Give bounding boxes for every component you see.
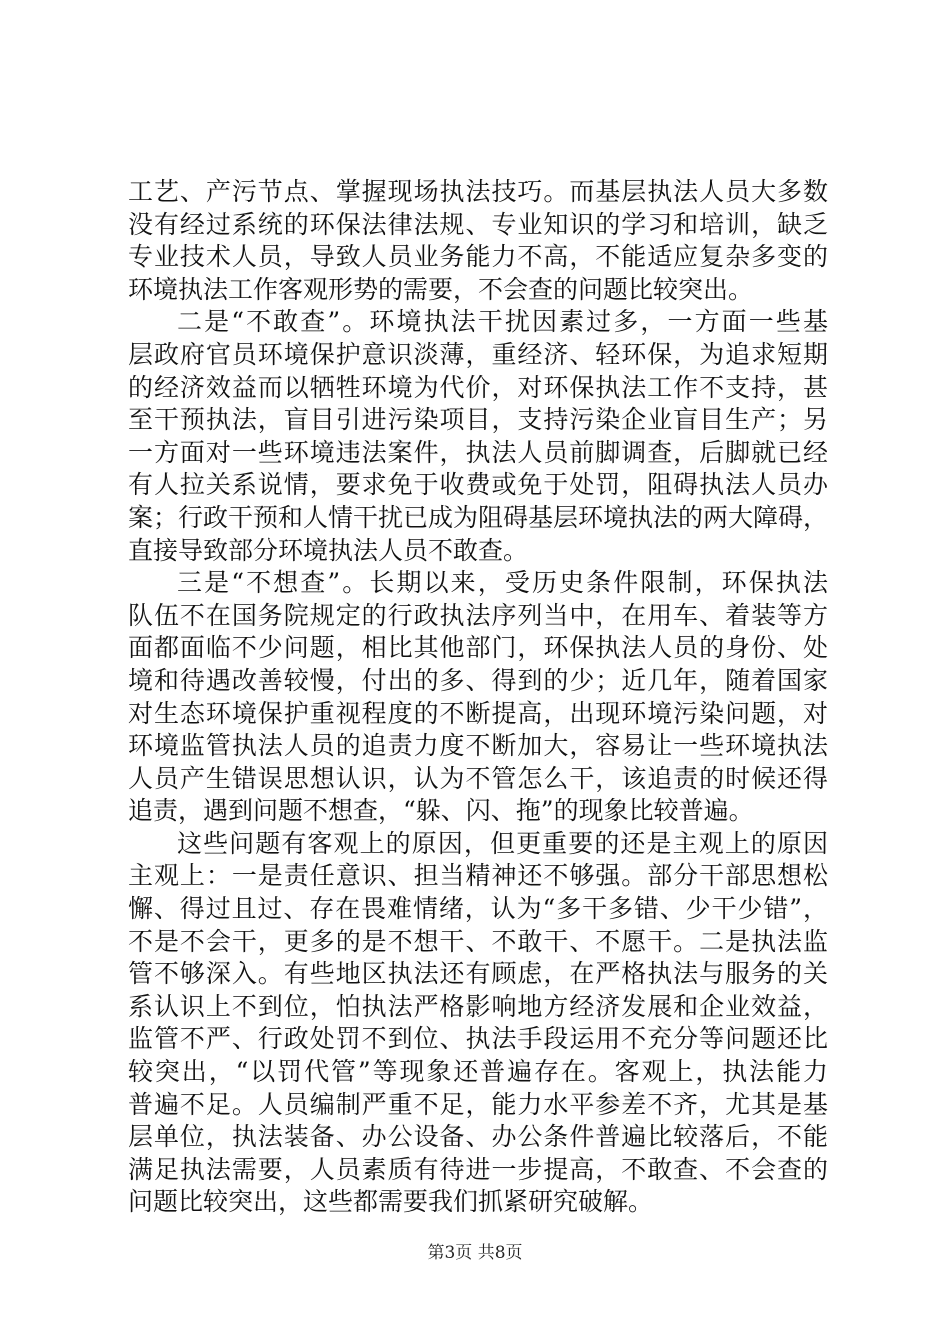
text-line: 对生态环境保护重视程度的不断提高，出现环境污染问题，对: [128, 698, 828, 728]
text-line: 环境监管执法人员的追责力度不断加大，容易让一些环境执法: [128, 731, 828, 761]
text-line: 追责，遇到问题不想查，“躲、闪、拖”的现象比较普遍。: [128, 796, 754, 826]
text-line: 层单位，执法装备、办公设备、办公条件普遍比较落后，不能: [128, 1122, 828, 1152]
text-line: 队伍不在国务院规定的行政执法序列当中，在用车、着装等方: [128, 600, 828, 630]
paragraph: [128, 176, 828, 306]
text-line: 人员产生错误思想认识，认为不管怎么干，该追责的时候还得: [128, 763, 828, 793]
text-line: 系认识上不到位，怕执法严格影响地方经济发展和企业效益，: [128, 991, 828, 1021]
text-line: 普遍不足。人员编制严重不足，能力水平参差不齐，尤其是基: [128, 1089, 828, 1119]
text-line: 不是不会干，更多的是不想干、不敢干、不愿干。二是执法监: [128, 926, 828, 956]
text-line: 至干预执法，盲目引进污染项目，支持污染企业盲目生产；另: [128, 405, 828, 435]
text-line: 有人拉关系说情，要求免于收费或免于处罚，阻碍执法人员办: [128, 470, 828, 500]
page-footer: [0, 1238, 950, 1263]
text-line: 较突出，“以罚代管”等现象还普遍存在。客观上，执法能力: [128, 1057, 828, 1087]
paragraph: [128, 828, 828, 1219]
text-line: 监管不严、行政处罚不到位、执法手段运用不充分等问题还比: [128, 1024, 828, 1054]
text-line: 层政府官员环境保护意识淡薄，重经济、轻环保，为追求短期: [128, 339, 828, 369]
text-line: 环境执法工作客观形势的需要，不会查的问题比较突出。: [128, 274, 754, 304]
text-line: 的经济效益而以牺牲环境为代价，对环保执法工作不支持，甚: [128, 372, 828, 402]
paragraph: [128, 567, 828, 828]
text-line: 管不够深入。有些地区执法还有顾虑，在严格执法与服务的关: [128, 959, 828, 989]
text-line: 面都面临不少问题，相比其他部门，环保执法人员的身份、处: [128, 633, 828, 663]
text-line: 二是“不敢查”。环境执法干扰因素过多，一方面一些基: [177, 307, 828, 337]
text-line: 境和待遇改善较慢，付出的多、得到的少；近几年，随着国家: [128, 665, 828, 695]
text-line: 工艺、产污节点、掌握现场执法技巧。而基层执法人员大多数: [128, 177, 828, 206]
text-line: 没有经过系统的环保法律法规、专业知识的学习和培训，缺乏: [128, 209, 828, 239]
text-line: 一方面对一些环境违法案件，执法人员前脚调查，后脚就已经: [128, 437, 828, 467]
text-line: 案；行政干预和人情干扰已成为阻碍基层环境执法的两大障碍，: [128, 502, 829, 532]
text-line: 这些问题有客观上的原因，但更重要的还是主观上的原因: [177, 828, 828, 858]
text-line: 问题比较突出，这些都需要我们抓紧研究破解。: [128, 1187, 654, 1217]
text-line: 直接导致部分环境执法人员不敢查。: [128, 535, 529, 565]
paragraph: [128, 306, 828, 567]
text-line: 专业技术人员，导致人员业务能力不高，不能适应复杂多变的: [128, 242, 828, 272]
text-line: 主观上：一是责任意识、担当精神还不够强。部分干部思想松: [128, 861, 828, 891]
document-body: [128, 176, 828, 1219]
page-number: 第3页 共8页: [427, 1243, 523, 1263]
text-line: 三是“不想查”。长期以来，受历史条件限制，环保执法: [177, 568, 828, 598]
text-line: 懈、得过且过、存在畏难情绪，认为“多干多错、少干少错”，: [128, 894, 828, 924]
text-line: 满足执法需要，人员素质有待进一步提高，不敢查、不会查的: [128, 1154, 828, 1184]
